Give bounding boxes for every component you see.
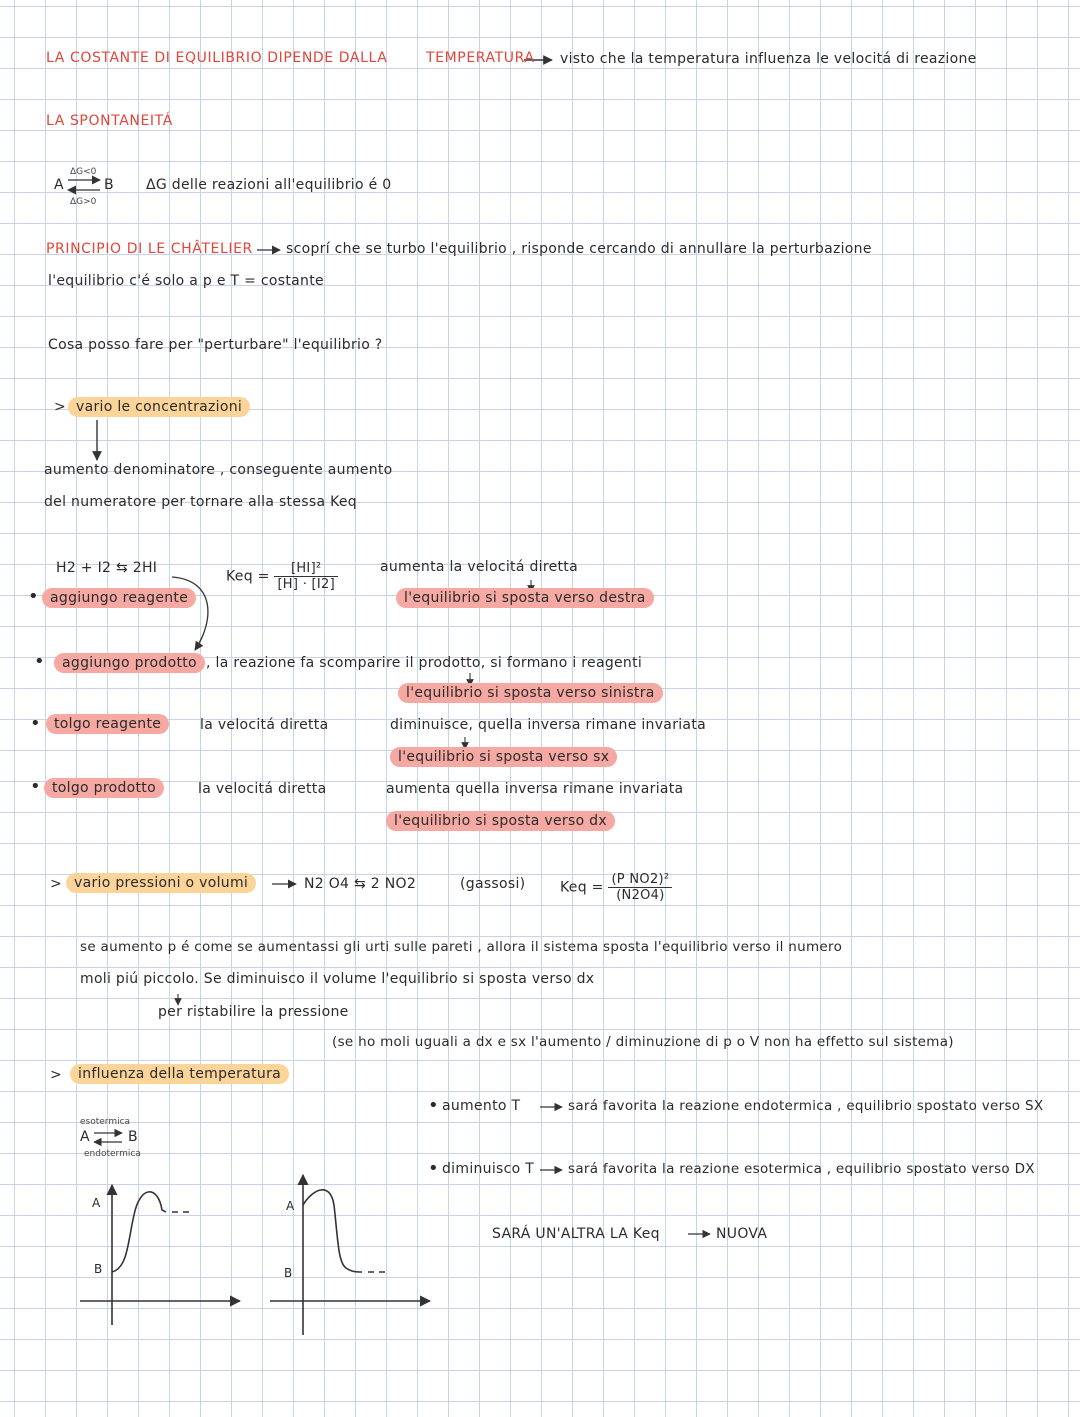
temperature-heading: influenza della temperatura [70, 1064, 289, 1084]
rate-note: aumenta la velocitá diretta [380, 559, 578, 575]
bullet-icon: • [428, 1095, 439, 1116]
chatelier-title: PRINCIPIO DI LE CHÂTELIER [46, 241, 253, 257]
temp-bullet-1-result: sará favorita la reazione endotermica , equilibrio spostato verso SX [568, 1098, 1044, 1114]
dg-neg-label: ΔG<0 [70, 167, 97, 177]
keq-numerator: (P NO2)² [608, 872, 672, 888]
graph1-label-b: B [94, 1262, 103, 1276]
concentrations-heading: vario le concentrazioni [68, 397, 250, 417]
item-remove-reagent: tolgo reagente [46, 714, 169, 734]
bullet-icon: • [428, 1158, 439, 1179]
concentrations-explain-1: aumento denominatore , conseguente aumento [44, 462, 393, 478]
item-add-product: aggiungo prodotto [54, 653, 205, 673]
spontaneity-title: LA SPONTANEITÁ [46, 113, 173, 129]
gas-phase-note: (gassosi) [460, 876, 526, 892]
keq-numerator: [HI]² [274, 561, 338, 577]
temp-bullet-2: diminuisco T [442, 1161, 535, 1177]
chatelier-question: Cosa posso fare per "perturbare" l'equilibrio ? [48, 337, 383, 353]
item-remove-product-result: l'equilibrio si sposta verso dx [386, 811, 615, 831]
chatelier-desc: scoprí che se turbo l'equilibrio , risponde cercando di annullare la perturbazione [286, 241, 872, 257]
pressure-heading: vario pressioni o volumi [66, 873, 256, 893]
bullet-icon: • [30, 776, 41, 797]
item-remove-product: tolgo prodotto [44, 778, 164, 798]
keq-label: Keq = [560, 879, 604, 896]
species-a: A [54, 177, 64, 193]
title-note: visto che la temperatura influenza le velocitá di reazione [560, 51, 977, 67]
conclusion: SARÁ UN'ALTRA LA Keq [492, 1226, 660, 1242]
temp-species-b: B [128, 1129, 138, 1145]
item-remove-reagent-extra: diminuisce, quella inversa rimane invariata [390, 717, 706, 733]
page-title: LA COSTANTE DI EQUILIBRIO DIPENDE DALLA [46, 50, 388, 66]
equilibrium-arrows-icon [68, 180, 100, 190]
pressure-line-3: per ristabilire la pressione [158, 1004, 349, 1020]
species-b: B [104, 177, 114, 193]
dg-pos-label: ΔG>0 [70, 197, 97, 207]
graph-exothermic [80, 1185, 240, 1325]
exothermic-label: esotermica [80, 1117, 131, 1127]
item-add-product-result: l'equilibrio si sposta verso sinistra [398, 683, 663, 703]
page-title-temperature: TEMPERATURA [426, 50, 535, 66]
concentrations-explain-2: del numeratore per tornare alla stessa Keq [44, 494, 357, 510]
item-add-product-desc: , la reazione fa scomparire il prodotto, si formano i reagenti [206, 655, 643, 671]
chatelier-condition: l'equilibrio c'é solo a p e T = costante [48, 273, 324, 289]
bullet-icon: • [34, 651, 45, 672]
conclusion-new: NUOVA [716, 1226, 768, 1242]
endothermic-label: endotermica [84, 1149, 141, 1159]
bullet-icon: • [30, 713, 41, 734]
chevron-right-icon: > [50, 1067, 63, 1083]
keq-hi-formula [226, 561, 338, 592]
reaction-n2o4: N2 O4 ⇆ 2 NO2 [304, 876, 417, 892]
reaction-h2-i2: H2 + I2 ⇆ 2HI [56, 560, 158, 576]
chevron-right-icon: > [50, 876, 63, 892]
graph1-label-a: A [92, 1196, 101, 1210]
graph2-label-a: A [286, 1199, 295, 1213]
item-remove-reagent-desc: la velocitá diretta [200, 717, 329, 733]
temp-bullet-2-result: sará favorita la reazione esotermica , equilibrio spostato verso DX [568, 1161, 1035, 1177]
keq-fraction [608, 872, 672, 903]
temp-equilibrium-arrows-icon [94, 1133, 122, 1142]
chevron-right-icon: > [54, 399, 67, 415]
item-remove-product-desc: la velocitá diretta [198, 781, 327, 797]
temp-species-a: A [80, 1129, 90, 1145]
keq-fraction [274, 561, 338, 592]
keq-no2-formula [560, 872, 672, 903]
item-remove-reagent-result: l'equilibrio si sposta verso sx [390, 747, 617, 767]
keq-denominator: (N2O4) [616, 888, 665, 903]
pressure-line-1: se aumento p é come se aumentassi gli urti sulle pareti , allora il sistema sposta l'equilibrio verso il numero [80, 939, 843, 955]
bullet-icon: • [28, 586, 39, 607]
keq-denominator: [H] · [I2] [277, 577, 336, 592]
graph2-label-b: B [284, 1266, 293, 1280]
item-remove-product-extra: aumenta quella inversa rimane invariata [386, 781, 684, 797]
item-add-reagent: aggiungo reagente [42, 588, 196, 608]
temp-bullet-1: aumento T [442, 1098, 521, 1114]
keq-label: Keq = [226, 568, 270, 585]
pressure-note: (se ho moli uguali a dx e sx l'aumento / diminuzione di p o V non ha effetto sul sistema) [332, 1034, 954, 1050]
spontaneity-note: ΔG delle reazioni all'equilibrio é 0 [146, 177, 392, 193]
pressure-line-2: moli piú piccolo. Se diminuisco il volume l'equilibrio si sposta verso dx [80, 971, 595, 987]
item-add-reagent-result: l'equilibrio si sposta verso destra [396, 588, 654, 608]
